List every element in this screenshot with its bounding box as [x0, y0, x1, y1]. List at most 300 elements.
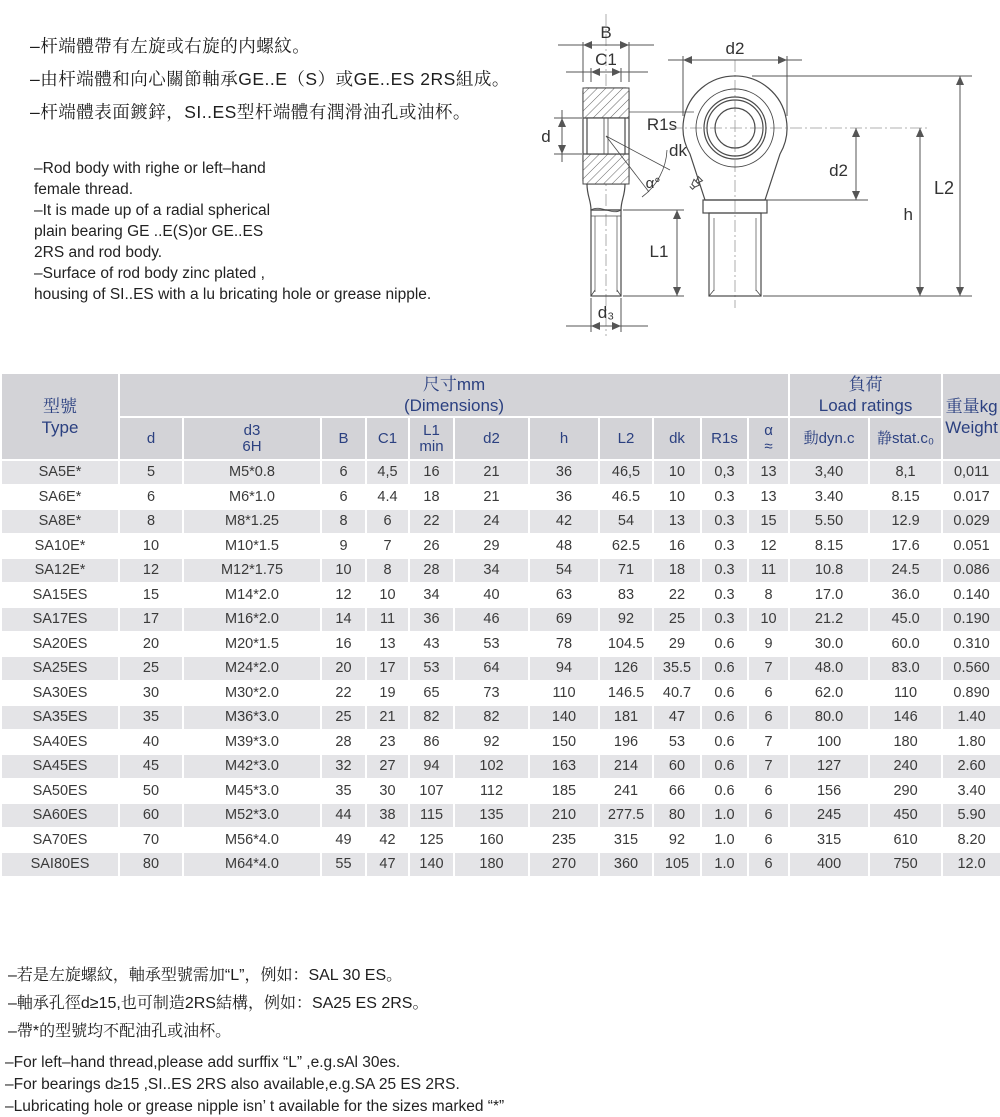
- table-row: [1, 803, 1000, 828]
- value-cell: 20: [119, 632, 183, 657]
- value-cell: 110: [529, 681, 599, 706]
- value-cell: 610: [869, 828, 942, 853]
- value-cell: 0.6: [701, 779, 748, 804]
- value-cell: 277.5: [599, 803, 653, 828]
- load-label-zh: 負荷: [848, 375, 883, 394]
- value-cell: 25: [119, 656, 183, 681]
- value-cell: 240: [869, 754, 942, 779]
- value-cell: 64: [454, 656, 529, 681]
- table-row: [1, 705, 1000, 730]
- value-cell: M24*2.0: [183, 656, 321, 681]
- value-cell: 92: [599, 607, 653, 632]
- type-label-zh: 型號: [43, 396, 77, 416]
- value-cell: 160: [454, 828, 529, 853]
- value-cell: 26: [409, 534, 454, 559]
- technical-drawing: [520, 4, 1000, 344]
- value-cell: 46: [454, 607, 529, 632]
- dim-label-dk: dk: [669, 141, 687, 160]
- note-en-line: –For bearings d≥15 ,SI..ES 2RS also available,e.g.SA 25 ES 2RS.: [5, 1076, 460, 1093]
- table-row: [1, 558, 1000, 583]
- value-cell: 6: [748, 681, 789, 706]
- type-cell: SA12E*: [1, 558, 119, 583]
- table-row: [1, 730, 1000, 755]
- value-cell: 49: [321, 828, 366, 853]
- table-row: [1, 681, 1000, 706]
- value-cell: 8.20: [942, 828, 1000, 853]
- value-cell: 21: [454, 485, 529, 510]
- value-cell: 30: [366, 779, 409, 804]
- value-cell: 63: [529, 583, 599, 608]
- column-header: C1: [366, 417, 409, 460]
- note-en-line: –For left–hand thread,please add surffix “L” ,e.g.sAl 30es.: [5, 1054, 401, 1071]
- value-cell: 22: [653, 583, 701, 608]
- note-zh-line: –軸承孔徑d≥15,也可制造2RS結構，例如：SA25 ES 2RS。: [8, 995, 429, 1012]
- value-cell: 0.890: [942, 681, 1000, 706]
- value-cell: 8: [748, 583, 789, 608]
- value-cell: M56*4.0: [183, 828, 321, 853]
- value-cell: 315: [789, 828, 869, 853]
- value-cell: 54: [599, 509, 653, 534]
- value-cell: 4,5: [366, 460, 409, 485]
- value-cell: 21: [454, 460, 529, 485]
- value-cell: 40: [119, 730, 183, 755]
- value-cell: 10.8: [789, 558, 869, 583]
- value-cell: 6: [748, 852, 789, 877]
- value-cell: 0.6: [701, 656, 748, 681]
- value-cell: 42: [366, 828, 409, 853]
- value-cell: 1.0: [701, 852, 748, 877]
- value-cell: 180: [454, 852, 529, 877]
- value-cell: 80: [653, 803, 701, 828]
- value-cell: 14: [321, 607, 366, 632]
- value-cell: 70: [119, 828, 183, 853]
- table-row: [1, 534, 1000, 559]
- value-cell: 270: [529, 852, 599, 877]
- value-cell: 16: [321, 632, 366, 657]
- value-cell: 181: [599, 705, 653, 730]
- value-cell: 17.6: [869, 534, 942, 559]
- value-cell: 62.0: [789, 681, 869, 706]
- value-cell: 450: [869, 803, 942, 828]
- value-cell: 6: [321, 485, 366, 510]
- dim-label-C1: C1: [595, 50, 617, 69]
- value-cell: 0.3: [701, 583, 748, 608]
- value-cell: 7: [748, 656, 789, 681]
- table-row: [1, 485, 1000, 510]
- value-cell: 25: [321, 705, 366, 730]
- intro-chinese: [30, 30, 510, 129]
- value-cell: 35.5: [653, 656, 701, 681]
- type-cell: SA25ES: [1, 656, 119, 681]
- value-cell: 45: [119, 754, 183, 779]
- value-cell: 115: [409, 803, 454, 828]
- value-cell: 315: [599, 828, 653, 853]
- value-cell: 94: [409, 754, 454, 779]
- value-cell: 245: [789, 803, 869, 828]
- value-cell: 46.5: [599, 485, 653, 510]
- value-cell: 71: [599, 558, 653, 583]
- value-cell: M30*2.0: [183, 681, 321, 706]
- value-cell: M6*1.0: [183, 485, 321, 510]
- value-cell: 750: [869, 852, 942, 877]
- intro-en-line: plain bearing GE ..E(S)or GE..ES: [34, 223, 264, 240]
- value-cell: 36.0: [869, 583, 942, 608]
- value-cell: 27: [366, 754, 409, 779]
- value-cell: 0.190: [942, 607, 1000, 632]
- value-cell: 0,3: [701, 460, 748, 485]
- value-cell: 48.0: [789, 656, 869, 681]
- value-cell: 12.9: [869, 509, 942, 534]
- value-cell: 83: [599, 583, 653, 608]
- value-cell: 6: [748, 705, 789, 730]
- type-cell: SA45ES: [1, 754, 119, 779]
- value-cell: 235: [529, 828, 599, 853]
- value-cell: 13: [653, 509, 701, 534]
- value-cell: 19: [366, 681, 409, 706]
- value-cell: 140: [409, 852, 454, 877]
- column-header: α ≈: [748, 417, 789, 460]
- value-cell: 126: [599, 656, 653, 681]
- value-cell: 10: [119, 534, 183, 559]
- type-cell: SA70ES: [1, 828, 119, 853]
- value-cell: M42*3.0: [183, 754, 321, 779]
- dim-label-R1s: R1s: [646, 115, 678, 134]
- intro-en-line: –It is made up of a radial spherical: [34, 202, 271, 219]
- value-cell: 180: [869, 730, 942, 755]
- table-header: [1, 373, 1000, 460]
- value-cell: 83.0: [869, 656, 942, 681]
- intro-english: [34, 158, 431, 305]
- value-cell: 60: [119, 803, 183, 828]
- value-cell: 127: [789, 754, 869, 779]
- value-cell: 60.0: [869, 632, 942, 657]
- value-cell: 163: [529, 754, 599, 779]
- value-cell: 24: [454, 509, 529, 534]
- intro-zh-line: –杆端體帶有左旋或右旋的内螺紋。: [30, 36, 311, 56]
- value-cell: 11: [748, 558, 789, 583]
- value-cell: 150: [529, 730, 599, 755]
- type-cell: SA60ES: [1, 803, 119, 828]
- value-cell: 13: [748, 485, 789, 510]
- dim-label-d2-top: d2: [725, 39, 745, 58]
- table-row: [1, 460, 1000, 485]
- value-cell: 0.140: [942, 583, 1000, 608]
- col-header-dimensions: [119, 373, 789, 417]
- value-cell: 5.90: [942, 803, 1000, 828]
- value-cell: 100: [789, 730, 869, 755]
- intro-en-line: 2RS and rod body.: [34, 244, 163, 261]
- value-cell: 53: [454, 632, 529, 657]
- value-cell: 10: [653, 485, 701, 510]
- intro-zh-line: –由杆端體和向心關節軸承GE..E（S）或GE..ES 2RS組成。: [30, 69, 510, 89]
- value-cell: 73: [454, 681, 529, 706]
- value-cell: 47: [366, 852, 409, 877]
- value-cell: M12*1.75: [183, 558, 321, 583]
- value-cell: 15: [119, 583, 183, 608]
- value-cell: 7: [748, 730, 789, 755]
- value-cell: 36: [409, 607, 454, 632]
- value-cell: 30: [119, 681, 183, 706]
- value-cell: M52*3.0: [183, 803, 321, 828]
- column-header: h: [529, 417, 599, 460]
- value-cell: 6: [321, 460, 366, 485]
- sub-header-row: [1, 417, 1000, 460]
- value-cell: 34: [454, 558, 529, 583]
- value-cell: 36: [529, 460, 599, 485]
- value-cell: 17: [119, 607, 183, 632]
- value-cell: 10: [748, 607, 789, 632]
- value-cell: M45*3.0: [183, 779, 321, 804]
- value-cell: 36: [529, 485, 599, 510]
- value-cell: 146.5: [599, 681, 653, 706]
- value-cell: M5*0.8: [183, 460, 321, 485]
- value-cell: 28: [321, 730, 366, 755]
- value-cell: M8*1.25: [183, 509, 321, 534]
- column-header: d: [119, 417, 183, 460]
- dim-label-L1: L1: [649, 242, 669, 261]
- value-cell: 21.2: [789, 607, 869, 632]
- table-row: [1, 509, 1000, 534]
- value-cell: 12: [119, 558, 183, 583]
- value-cell: 92: [653, 828, 701, 853]
- dim-label-d3: d₃: [597, 303, 615, 322]
- value-cell: 6: [748, 828, 789, 853]
- value-cell: 6: [366, 509, 409, 534]
- value-cell: 0,011: [942, 460, 1000, 485]
- value-cell: 112: [454, 779, 529, 804]
- value-cell: 102: [454, 754, 529, 779]
- load-label-en: Load ratings: [818, 396, 913, 415]
- dim-label-h: h: [903, 205, 913, 224]
- value-cell: 48: [529, 534, 599, 559]
- value-cell: 12.0: [942, 852, 1000, 877]
- intro-en-line: –Rod body with righe or left–hand: [34, 160, 266, 177]
- value-cell: 47: [653, 705, 701, 730]
- value-cell: 65: [409, 681, 454, 706]
- value-cell: 6: [748, 803, 789, 828]
- value-cell: 50: [119, 779, 183, 804]
- table-body: [1, 460, 1000, 877]
- col-header-type: [1, 373, 119, 460]
- value-cell: M36*3.0: [183, 705, 321, 730]
- value-cell: 22: [321, 681, 366, 706]
- value-cell: 7: [366, 534, 409, 559]
- value-cell: 146: [869, 705, 942, 730]
- value-cell: 0.3: [701, 607, 748, 632]
- column-header: d2: [454, 417, 529, 460]
- value-cell: 18: [409, 485, 454, 510]
- value-cell: 17: [366, 656, 409, 681]
- value-cell: 0.6: [701, 632, 748, 657]
- value-cell: 35: [321, 779, 366, 804]
- column-header: R1s: [701, 417, 748, 460]
- value-cell: 8,1: [869, 460, 942, 485]
- value-cell: 69: [529, 607, 599, 632]
- value-cell: 35: [119, 705, 183, 730]
- note-en-line: –Lubricating hole or grease nipple isn’ t available for the sizes marked “*”: [5, 1098, 505, 1115]
- value-cell: 8.15: [869, 485, 942, 510]
- table-row: [1, 852, 1000, 877]
- value-cell: 13: [366, 632, 409, 657]
- type-label-en: Type: [41, 417, 79, 437]
- value-cell: 210: [529, 803, 599, 828]
- dims-label-en: (Dimensions): [403, 396, 505, 415]
- intro-en-line: housing of SI..ES with a lu bricating hole or grease nipple.: [34, 286, 432, 303]
- value-cell: 18: [653, 558, 701, 583]
- value-cell: 1.80: [942, 730, 1000, 755]
- value-cell: 0.017: [942, 485, 1000, 510]
- intro-en-line: –Surface of rod body zinc plated ,: [34, 265, 265, 282]
- value-cell: 66: [653, 779, 701, 804]
- table-row: [1, 754, 1000, 779]
- dim-label-alpha: α°: [645, 175, 661, 192]
- value-cell: M39*3.0: [183, 730, 321, 755]
- value-cell: 1.0: [701, 803, 748, 828]
- weight-label-zh: 重量kg: [945, 396, 998, 416]
- intro-en-line: female thread.: [34, 181, 134, 198]
- value-cell: 24.5: [869, 558, 942, 583]
- value-cell: 45.0: [869, 607, 942, 632]
- type-cell: SA50ES: [1, 779, 119, 804]
- front-view-drawing: [670, 60, 930, 308]
- value-cell: 86: [409, 730, 454, 755]
- table-row: [1, 828, 1000, 853]
- col-header-weight: [942, 373, 1000, 460]
- value-cell: 38: [366, 803, 409, 828]
- type-cell: SA15ES: [1, 583, 119, 608]
- value-cell: 22: [409, 509, 454, 534]
- value-cell: 80: [119, 852, 183, 877]
- type-cell: SA35ES: [1, 705, 119, 730]
- value-cell: 156: [789, 779, 869, 804]
- value-cell: 44: [321, 803, 366, 828]
- value-cell: 360: [599, 852, 653, 877]
- value-cell: 8: [119, 509, 183, 534]
- value-cell: 15: [748, 509, 789, 534]
- value-cell: 53: [409, 656, 454, 681]
- value-cell: 7: [748, 754, 789, 779]
- note-zh-line: –帶*的型號均不配油孔或油杯。: [8, 1023, 232, 1040]
- value-cell: 94: [529, 656, 599, 681]
- value-cell: 21: [366, 705, 409, 730]
- front-view-dimensions: [668, 56, 972, 296]
- value-cell: 82: [454, 705, 529, 730]
- dims-label-zh: 尺寸mm: [422, 375, 486, 394]
- value-cell: 0.6: [701, 681, 748, 706]
- value-cell: 30.0: [789, 632, 869, 657]
- value-cell: 16: [409, 460, 454, 485]
- value-cell: 29: [653, 632, 701, 657]
- value-cell: 104.5: [599, 632, 653, 657]
- value-cell: 8: [366, 558, 409, 583]
- value-cell: 0.3: [701, 509, 748, 534]
- value-cell: 400: [789, 852, 869, 877]
- value-cell: 0.086: [942, 558, 1000, 583]
- value-cell: 43: [409, 632, 454, 657]
- value-cell: 110: [869, 681, 942, 706]
- value-cell: 9: [321, 534, 366, 559]
- value-cell: 5.50: [789, 509, 869, 534]
- notes-english: [5, 1052, 504, 1117]
- value-cell: 28: [409, 558, 454, 583]
- value-cell: 6: [748, 779, 789, 804]
- value-cell: 214: [599, 754, 653, 779]
- value-cell: 62.5: [599, 534, 653, 559]
- value-cell: 5: [119, 460, 183, 485]
- value-cell: 0.6: [701, 754, 748, 779]
- value-cell: 3.40: [942, 779, 1000, 804]
- value-cell: 42: [529, 509, 599, 534]
- intro-zh-line: –杆端體表面鍍鋅，SI..ES型杆端體有潤滑油孔或油杯。: [30, 102, 471, 122]
- value-cell: 16: [653, 534, 701, 559]
- table-row: [1, 779, 1000, 804]
- value-cell: 9: [748, 632, 789, 657]
- value-cell: 0.029: [942, 509, 1000, 534]
- type-cell: SA30ES: [1, 681, 119, 706]
- column-header: L2: [599, 417, 653, 460]
- value-cell: 1.40: [942, 705, 1000, 730]
- note-zh-line: –若是左旋螺紋，軸承型號需加“L”，例如：SAL 30 ES。: [8, 967, 403, 984]
- value-cell: 54: [529, 558, 599, 583]
- value-cell: 10: [321, 558, 366, 583]
- value-cell: 40.7: [653, 681, 701, 706]
- value-cell: 11: [366, 607, 409, 632]
- type-cell: SA20ES: [1, 632, 119, 657]
- value-cell: 78: [529, 632, 599, 657]
- column-header: L1 min: [409, 417, 454, 460]
- value-cell: 196: [599, 730, 653, 755]
- value-cell: 1.0: [701, 828, 748, 853]
- value-cell: 3,40: [789, 460, 869, 485]
- value-cell: 241: [599, 779, 653, 804]
- dim-label-d2-side: d2: [829, 161, 848, 180]
- value-cell: 107: [409, 779, 454, 804]
- type-cell: SA40ES: [1, 730, 119, 755]
- value-cell: 125: [409, 828, 454, 853]
- value-cell: 60: [653, 754, 701, 779]
- value-cell: 0.3: [701, 485, 748, 510]
- weight-label-en: Weight: [945, 417, 998, 437]
- value-cell: 0.3: [701, 558, 748, 583]
- dim-label-B: B: [600, 23, 612, 42]
- column-header: B: [321, 417, 366, 460]
- column-header: dk: [653, 417, 701, 460]
- value-cell: 20: [321, 656, 366, 681]
- value-cell: 40: [454, 583, 529, 608]
- value-cell: 17.0: [789, 583, 869, 608]
- value-cell: 55: [321, 852, 366, 877]
- housing-section-top: [583, 88, 629, 118]
- value-cell: 0.3: [701, 534, 748, 559]
- value-cell: 290: [869, 779, 942, 804]
- value-cell: 6: [119, 485, 183, 510]
- value-cell: 185: [529, 779, 599, 804]
- type-cell: SA8E*: [1, 509, 119, 534]
- dimension-table: [0, 372, 1000, 878]
- value-cell: 12: [748, 534, 789, 559]
- value-cell: 0.6: [701, 705, 748, 730]
- value-cell: 0.051: [942, 534, 1000, 559]
- value-cell: M10*1.5: [183, 534, 321, 559]
- value-cell: 23: [366, 730, 409, 755]
- value-cell: 34: [409, 583, 454, 608]
- value-cell: 0.310: [942, 632, 1000, 657]
- value-cell: 92: [454, 730, 529, 755]
- value-cell: 82: [409, 705, 454, 730]
- column-header: d3 6H: [183, 417, 321, 460]
- dim-label-d: d: [541, 127, 551, 146]
- value-cell: 12: [321, 583, 366, 608]
